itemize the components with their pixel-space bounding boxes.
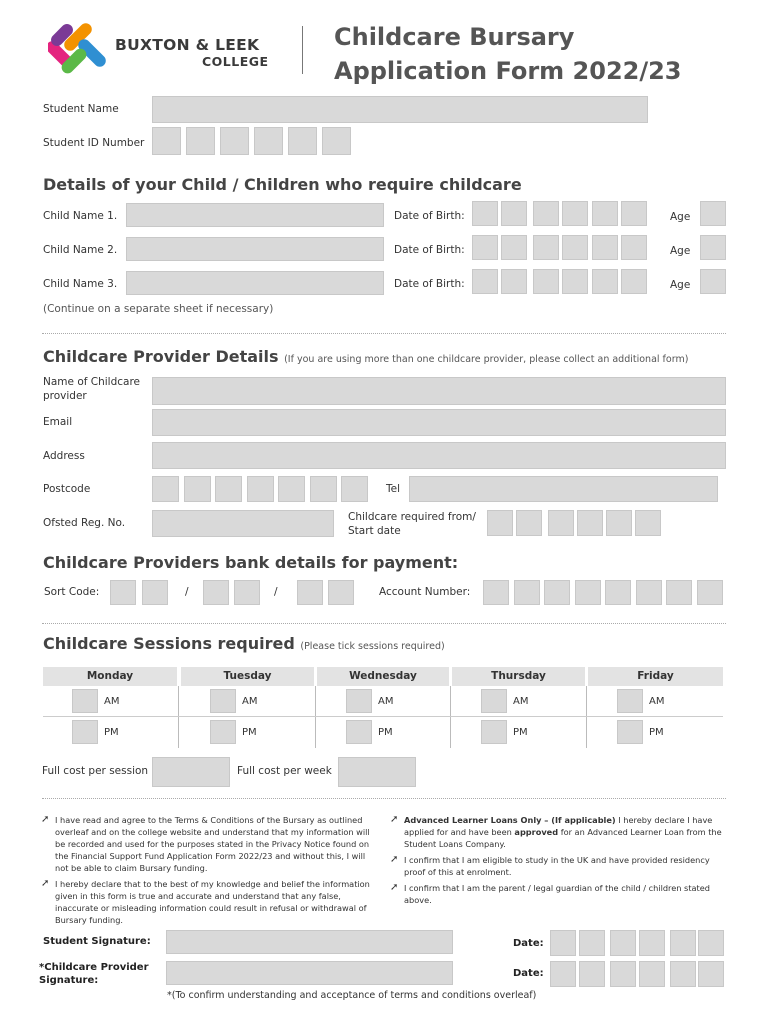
sort-code-box-2[interactable]: [142, 580, 168, 605]
provider-tel-label: Tel: [386, 483, 401, 495]
friday-am-checkbox[interactable]: [617, 689, 643, 713]
student-id-box-3[interactable]: [220, 127, 249, 155]
day-divider: [586, 686, 587, 748]
thursday-am-checkbox[interactable]: [481, 689, 507, 713]
loans-text-b: for an Advanced Learner Loan from the Student Loans Company.: [404, 827, 722, 849]
sort-code-label: Sort Code:: [44, 586, 100, 598]
arrow-icon: ➚: [41, 814, 50, 825]
account-number-box-2[interactable]: [514, 580, 540, 605]
start-date-box-2[interactable]: [516, 510, 542, 536]
child-name-field[interactable]: [126, 203, 384, 227]
cost-session-field[interactable]: [152, 757, 230, 787]
day-header-friday: Friday: [588, 667, 723, 686]
provider-date-box-2[interactable]: [579, 961, 605, 987]
provider-email-field[interactable]: [152, 409, 726, 436]
children-note: (Continue on a separate sheet if necessary): [43, 303, 274, 315]
child-dob-box-5[interactable]: [592, 235, 618, 260]
provider-postcode-label: Postcode: [43, 483, 91, 495]
start-date-box-3[interactable]: [548, 510, 574, 536]
child-name-field[interactable]: [126, 271, 384, 295]
postcode-box-3[interactable]: [215, 476, 242, 502]
logo-mark-icon: [48, 18, 108, 78]
start-date-box-1[interactable]: [487, 510, 513, 536]
child-dob-box-6[interactable]: [621, 235, 647, 260]
account-number-label: Account Number:: [379, 586, 471, 598]
day-divider: [178, 686, 179, 748]
postcode-box-6[interactable]: [310, 476, 337, 502]
child-dob-box-1[interactable]: [472, 269, 498, 294]
signature-date-box-1[interactable]: [550, 930, 576, 956]
day-divider: [315, 686, 316, 748]
student-signature-label: Student Signature:: [43, 936, 151, 947]
college-logo: [48, 18, 108, 78]
child-dob-box-2[interactable]: [501, 201, 527, 226]
declaration-truth: [41, 878, 373, 926]
monday-am-label: AM: [104, 696, 120, 707]
provider-signature-label: *Childcare Provider Signature:: [39, 962, 149, 986]
student-id-box-1[interactable]: [152, 127, 181, 155]
student-name-label: Student Name: [43, 103, 119, 115]
wednesday-pm-checkbox[interactable]: [346, 720, 372, 744]
declaration-guardian: [390, 882, 724, 906]
child-name-label: Child Name 2.: [43, 244, 118, 256]
ofsted-label: Ofsted Reg. No.: [43, 517, 126, 529]
thursday-am-label: AM: [513, 696, 529, 707]
student-id-box-2[interactable]: [186, 127, 215, 155]
loans-bold: Advanced Learner Loans Only – (If applicable): [404, 815, 616, 825]
declaration-eligible-text: I confirm that I am eligible to study in the UK and have provided residency proof of this at enrolment.: [404, 855, 710, 877]
start-date-box-5[interactable]: [606, 510, 632, 536]
bank-heading: Childcare Providers bank details for payment:: [43, 553, 459, 572]
postcode-box-2[interactable]: [184, 476, 211, 502]
provider-date-label: Date:: [513, 968, 544, 979]
account-number-box-5[interactable]: [605, 580, 631, 605]
declaration-terms-text: I have read and agree to the Terms & Conditions of the Bursary as outlined overleaf and on the college website and understand that my information will be recorded and used for the purposes stated in the Privacy Notice found on the Financial Support Fund Application Form 2022/23 and without this, I will not be able to claim Bursary funding.: [55, 815, 370, 873]
day-divider: [450, 686, 451, 748]
header-divider: [302, 26, 303, 74]
provider-address-field[interactable]: [152, 442, 726, 469]
separator: [42, 623, 726, 624]
provider-address-label: Address: [43, 450, 85, 462]
account-number-box-1[interactable]: [483, 580, 509, 605]
provider-signature-field[interactable]: [166, 961, 453, 985]
signature-date-box-4[interactable]: [639, 930, 665, 956]
postcode-box-4[interactable]: [247, 476, 274, 502]
children-heading: Details of your Child / Children who require childcare: [43, 175, 522, 194]
sessions-heading: [43, 634, 445, 653]
child-age-label: Age: [670, 245, 691, 257]
wednesday-am-label: AM: [378, 696, 394, 707]
child-dob-box-6[interactable]: [621, 201, 647, 226]
sort-code-box-5[interactable]: [297, 580, 323, 605]
child-dob-box-4[interactable]: [562, 235, 588, 260]
wednesday-pm-label: PM: [378, 727, 393, 738]
wednesday-am-checkbox[interactable]: [346, 689, 372, 713]
separator: [42, 333, 726, 334]
page-title-line2: Application Form 2022/23: [334, 57, 682, 85]
account-number-box-7[interactable]: [666, 580, 692, 605]
student-id-box-6[interactable]: [322, 127, 351, 155]
cost-week-field[interactable]: [338, 757, 416, 787]
child-dob-label: Date of Birth:: [394, 244, 465, 256]
account-number-box-4[interactable]: [575, 580, 601, 605]
child-dob-box-2[interactable]: [501, 269, 527, 294]
monday-pm-label: PM: [104, 727, 119, 738]
sort-code-box-3[interactable]: [203, 580, 229, 605]
child-dob-box-1[interactable]: [472, 235, 498, 260]
declaration-guardian-text: I confirm that I am the parent / legal guardian of the child / children stated above.: [404, 883, 710, 905]
monday-pm-checkbox[interactable]: [72, 720, 98, 744]
logo-college: COLLEGE: [202, 54, 269, 69]
declaration-loans: [390, 814, 724, 850]
sessions-row-divider: [43, 716, 723, 717]
arrow-icon: ➚: [41, 878, 50, 889]
sort-slash-1: /: [185, 586, 189, 598]
cost-week-label: Full cost per week: [237, 765, 332, 777]
account-number-box-3[interactable]: [544, 580, 570, 605]
day-header-thursday: Thursday: [452, 667, 585, 686]
start-date-box-6[interactable]: [635, 510, 661, 536]
friday-am-label: AM: [649, 696, 665, 707]
student-id-label: Student ID Number: [43, 137, 145, 149]
child-dob-box-3[interactable]: [533, 235, 559, 260]
child-name-field[interactable]: [126, 237, 384, 261]
sort-code-box-4[interactable]: [234, 580, 260, 605]
child-age-box[interactable]: [700, 269, 726, 294]
sessions-heading-note: (Please tick sessions required): [300, 641, 445, 652]
provider-date-box-3[interactable]: [610, 961, 636, 987]
child-age-label: Age: [670, 279, 691, 291]
child-dob-box-5[interactable]: [592, 269, 618, 294]
day-header-tuesday: Tuesday: [181, 667, 314, 686]
tuesday-am-label: AM: [242, 696, 258, 707]
start-date-box-4[interactable]: [577, 510, 603, 536]
child-dob-box-1[interactable]: [472, 201, 498, 226]
loans-text-a: I hereby declare I have applied for and have been: [404, 815, 713, 837]
tuesday-am-checkbox[interactable]: [210, 689, 236, 713]
postcode-box-5[interactable]: [278, 476, 305, 502]
account-number-box-6[interactable]: [636, 580, 662, 605]
arrow-icon: ➚: [390, 882, 399, 893]
footnote: *(To confirm understanding and acceptance of terms and conditions overleaf): [167, 990, 537, 1001]
arrow-icon: ➚: [390, 854, 399, 865]
child-dob-label: Date of Birth:: [394, 210, 465, 222]
child-dob-box-2[interactable]: [501, 235, 527, 260]
sessions-heading-text: Childcare Sessions required: [43, 634, 295, 653]
cost-session-label: Full cost per session: [42, 765, 149, 777]
child-age-label: Age: [670, 211, 691, 223]
provider-heading-text: Childcare Provider Details: [43, 347, 279, 366]
child-age-box[interactable]: [700, 201, 726, 226]
arrow-icon: ➚: [390, 814, 399, 825]
child-dob-box-5[interactable]: [592, 201, 618, 226]
provider-date-box-1[interactable]: [550, 961, 576, 987]
sort-code-box-1[interactable]: [110, 580, 136, 605]
day-header-wednesday: Wednesday: [317, 667, 449, 686]
account-number-box-8[interactable]: [697, 580, 723, 605]
friday-pm-checkbox[interactable]: [617, 720, 643, 744]
friday-pm-label: PM: [649, 727, 664, 738]
signature-date-box-2[interactable]: [579, 930, 605, 956]
child-name-label: Child Name 3.: [43, 278, 118, 290]
page-title-line1: Childcare Bursary: [334, 23, 575, 51]
sort-code-box-6[interactable]: [328, 580, 354, 605]
signature-date-box-3[interactable]: [610, 930, 636, 956]
day-header-monday: Monday: [43, 667, 177, 686]
child-dob-box-4[interactable]: [562, 201, 588, 226]
provider-date-box-5[interactable]: [670, 961, 696, 987]
child-name-label: Child Name 1.: [43, 210, 118, 222]
separator: [42, 798, 726, 799]
student-id-box-5[interactable]: [288, 127, 317, 155]
child-dob-label: Date of Birth:: [394, 278, 465, 290]
start-date-label: Childcare required from/ Start date: [348, 511, 476, 537]
signature-date-box-6[interactable]: [698, 930, 724, 956]
provider-heading: [43, 347, 688, 366]
provider-email-label: Email: [43, 416, 73, 428]
child-dob-box-3[interactable]: [533, 201, 559, 226]
sort-slash-2: /: [274, 586, 278, 598]
provider-date-box-4[interactable]: [639, 961, 665, 987]
student-name-field[interactable]: [152, 96, 648, 123]
provider-tel-field[interactable]: [409, 476, 718, 502]
monday-am-checkbox[interactable]: [72, 689, 98, 713]
tuesday-pm-checkbox[interactable]: [210, 720, 236, 744]
provider-name-label: Name of Childcare provider: [43, 376, 141, 402]
postcode-box-7[interactable]: [341, 476, 368, 502]
ofsted-field[interactable]: [152, 510, 334, 537]
provider-name-field[interactable]: [152, 377, 726, 405]
signature-date-box-5[interactable]: [670, 930, 696, 956]
provider-date-box-6[interactable]: [698, 961, 724, 987]
child-age-box[interactable]: [700, 235, 726, 260]
student-date-label: Date:: [513, 938, 544, 949]
child-dob-box-6[interactable]: [621, 269, 647, 294]
loans-approved: approved: [514, 827, 559, 837]
child-dob-box-4[interactable]: [562, 269, 588, 294]
thursday-pm-checkbox[interactable]: [481, 720, 507, 744]
logo-name: BUXTON & LEEK: [115, 36, 260, 54]
declaration-truth-text: I hereby declare that to the best of my knowledge and belief the information given in this form is true and accurate and understand that any false, inaccurate or misleading information could result in refusal or withdrawal of Bursary funding.: [55, 879, 370, 925]
student-signature-field[interactable]: [166, 930, 453, 954]
thursday-pm-label: PM: [513, 727, 528, 738]
student-id-box-4[interactable]: [254, 127, 283, 155]
provider-heading-note: (If you are using more than one childcare provider, please collect an additional form): [284, 354, 689, 365]
declaration-terms: [41, 814, 373, 874]
declaration-eligible: [390, 854, 724, 878]
postcode-box-1[interactable]: [152, 476, 179, 502]
tuesday-pm-label: PM: [242, 727, 257, 738]
child-dob-box-3[interactable]: [533, 269, 559, 294]
